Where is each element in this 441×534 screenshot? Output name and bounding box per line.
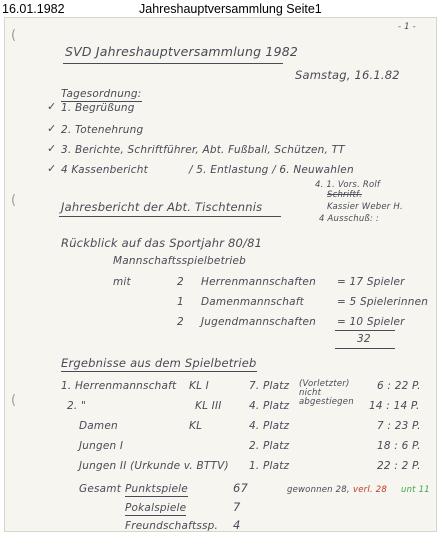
check-icon: ✓ bbox=[47, 162, 57, 175]
punch-hole-icon: ( bbox=[11, 28, 17, 43]
meeting-date: Samstag, 16.1.82 bbox=[295, 68, 400, 82]
sum-line bbox=[335, 348, 395, 349]
totals-won: gewonnen 28, bbox=[287, 485, 350, 495]
result-league: KL bbox=[189, 420, 203, 432]
election-line: Kassier Weber H. bbox=[327, 202, 403, 212]
result-team: Damen bbox=[79, 420, 118, 432]
caption-date: 16.01.1982 bbox=[2, 2, 65, 16]
meeting-title: SVD Jahreshauptversammlung 1982 bbox=[65, 44, 299, 59]
totals-row-value: 4 bbox=[233, 518, 241, 532]
result-score: 7 : 23 P. bbox=[377, 420, 421, 432]
election-line: 4 Ausschuß: : bbox=[319, 214, 379, 224]
handwritten-sheet bbox=[4, 17, 437, 532]
result-score: 22 : 2 P. bbox=[377, 460, 421, 472]
check-icon: ✓ bbox=[47, 122, 57, 135]
result-place: 7. Platz bbox=[249, 380, 290, 392]
agenda-item: 2. Totenehrung bbox=[61, 124, 144, 136]
team-count: 1 bbox=[177, 296, 184, 308]
page-number: - 1 - bbox=[398, 22, 416, 32]
result-team: Jungen II (Urkunde v. BTTV) bbox=[79, 460, 229, 472]
review-subtitle: Mannschaftsspielbetrieb bbox=[113, 255, 247, 267]
team-count: 2 bbox=[177, 276, 184, 288]
punch-hole-icon: ( bbox=[11, 393, 17, 408]
result-place: 2. Platz bbox=[249, 440, 290, 452]
result-league: KL III bbox=[195, 400, 222, 412]
totals-row-label: Freundschaftssp. bbox=[125, 520, 219, 532]
totals-drawn: unt 11 bbox=[401, 485, 430, 495]
result-score: 18 : 6 P. bbox=[377, 440, 421, 452]
result-team: 1. Herrenmannschaft bbox=[61, 380, 177, 392]
totals-label: Gesamt bbox=[79, 483, 122, 495]
check-icon: ✓ bbox=[47, 142, 57, 155]
result-place: 1. Platz bbox=[249, 460, 290, 472]
election-line: 4. 1. Vors. Rolf bbox=[315, 180, 381, 190]
team-label: Jugendmannschaften bbox=[201, 316, 317, 328]
section-title: Jahresbericht der Abt. Tischtennis bbox=[61, 200, 263, 214]
team-players: = 5 Spielerinnen bbox=[337, 296, 429, 308]
totals-row-value: 67 bbox=[233, 481, 249, 495]
result-place: 4. Platz bbox=[249, 400, 290, 412]
result-place: 4. Platz bbox=[249, 420, 290, 432]
totals-row-label: Pokalspiele bbox=[125, 502, 187, 514]
caption-title: Jahreshauptversammlung Seite1 bbox=[139, 2, 322, 16]
agenda-label: Tagesordnung: bbox=[61, 88, 142, 100]
result-league: KL I bbox=[189, 380, 209, 392]
punch-hole-icon: ( bbox=[11, 193, 17, 208]
team-players: = 10 Spieler bbox=[337, 316, 405, 328]
team-label: Damenmannschaft bbox=[201, 296, 304, 308]
team-players: = 17 Spieler bbox=[337, 276, 405, 288]
result-score: 14 : 14 P. bbox=[369, 400, 420, 412]
totals-lost: verl. 28 bbox=[353, 485, 387, 495]
players-total: 32 bbox=[357, 333, 371, 345]
check-icon: ✓ bbox=[47, 100, 57, 113]
struck-text: Schriftf. bbox=[327, 190, 362, 200]
agenda-item: / 5. Entlastung / 6. Neuwahlen bbox=[189, 164, 354, 176]
sum-line bbox=[335, 330, 395, 331]
agenda-item: 1. Begrüßung bbox=[61, 102, 135, 114]
totals-row-label: Punktspiele bbox=[125, 483, 188, 495]
agenda-item: 3. Berichte, Schriftführer, Abt. Fußball, Schützen, TT bbox=[61, 144, 345, 156]
result-team: 2. " bbox=[67, 400, 86, 412]
section-underline bbox=[59, 216, 281, 217]
result-team: Jungen I bbox=[79, 440, 124, 452]
result-score: 6 : 22 P. bbox=[377, 380, 421, 392]
review-title: Rückblick auf das Sportjahr 80/81 bbox=[61, 236, 263, 250]
review-with: mit bbox=[113, 276, 131, 288]
team-count: 2 bbox=[177, 316, 184, 328]
title-underline bbox=[63, 63, 283, 64]
agenda-item: 4 Kassenbericht bbox=[61, 164, 148, 176]
results-title: Ergebnisse aus dem Spielbetrieb bbox=[61, 356, 257, 370]
totals-row-value: 7 bbox=[233, 500, 241, 514]
image-caption bbox=[0, 0, 441, 18]
result-note: (Vorletzter) nicht abgestiegen bbox=[299, 379, 354, 407]
team-label: Herrenmannschaften bbox=[201, 276, 316, 288]
